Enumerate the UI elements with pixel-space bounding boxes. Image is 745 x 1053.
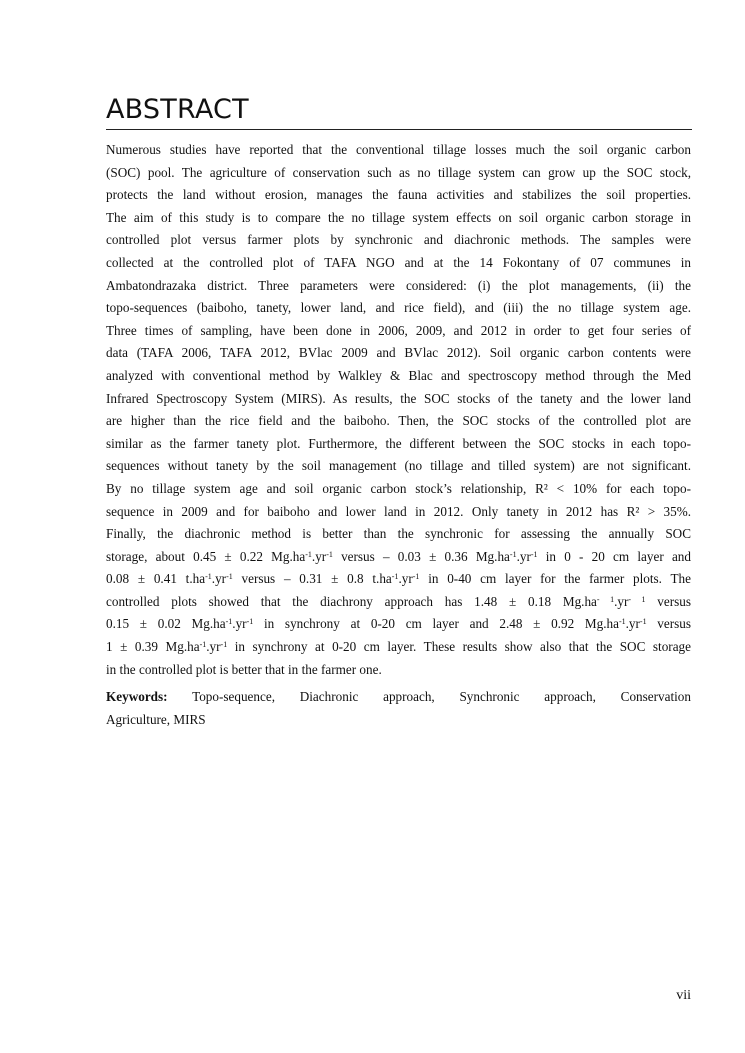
abstract-line: Finally, the diachronic method is better than the synchronic for assessing the annually SOC: [106, 526, 691, 542]
abstract-line: By no tillage system age and soil organic carbon stock’s relationship, R² < 10% for each topo-: [106, 480, 691, 496]
abstract-line: Numerous studies have reported that the conventional tillage losses much the soil organic carbon: [106, 142, 691, 157]
abstract-body: [106, 139, 691, 681]
text-run: 1 ± 0.39 Mg.ha: [106, 639, 200, 655]
text-run: in 0 - 20 cm layer and: [537, 548, 691, 564]
page-number: vii: [676, 988, 691, 1003]
text-run: versus: [645, 593, 692, 609]
abstract-line: protects the land without erosion, manages the fauna activities and stabilizes the soil properties.: [106, 187, 691, 203]
text-run: .yr: [232, 616, 247, 632]
abstract-line: analyzed with conventional method by Walkley & Blac and spectroscopy method through the Med: [106, 367, 691, 383]
text-run: .yr: [516, 548, 531, 564]
superscript: -1: [246, 617, 254, 627]
text-run: in 0-40 cm layer for the farmer plots. The: [419, 571, 692, 587]
abstract-line-formula: [106, 568, 691, 591]
text-run: versus – 0.31 ± 0.8 t.ha: [232, 571, 392, 587]
text-run: 0.08 ± 0.41 t.ha: [106, 571, 206, 587]
abstract-line: are higher than the rice field and the baiboho. Then, the SOC stocks of the controlled plot are: [106, 413, 691, 429]
abstract-heading: ABSTRACT: [106, 92, 692, 130]
abstract-line: Infrared Spectroscopy System (MIRS). As results, the SOC stocks of the tanety and the lower land: [106, 390, 691, 406]
abstract-line-last: in the controlled plot is better that in the farmer one.: [106, 661, 382, 677]
text-run: versus: [646, 616, 692, 632]
superscript: -1: [391, 572, 399, 582]
text-run: versus – 0.03 ± 0.36 Mg.ha: [332, 548, 510, 564]
abstract-line: controlled plot versus farmer plots by synchronic and diachronic methods. The samples were: [106, 232, 691, 248]
abstract-line: The aim of this study is to compare the no tillage system effects on soil organic carbon storage in: [106, 209, 691, 225]
text-run: .yr: [625, 616, 640, 632]
abstract-line: sequences without tanety by the soil management (no tillage and tilled system) are not significant.: [106, 458, 691, 474]
abstract-line: Three times of sampling, have been done in 2006, 2009, and 2012 in order to get four series of: [106, 322, 691, 338]
keywords-line: Agriculture, MIRS: [106, 711, 206, 727]
superscript: -1: [639, 617, 647, 627]
text-run: .yr: [398, 571, 413, 587]
text-run: controlled plots showed that the diachrony approach has 1.48 ± 0.18 Mg.ha: [106, 593, 597, 609]
keywords-text: Topo-sequence, Diachronic approach, Synchronic approach, Conservation: [167, 689, 691, 704]
superscript: -1: [618, 617, 626, 627]
keywords-line: [106, 686, 691, 709]
abstract-line: similar as the farmer tanety plot. Furthermore, the different between the SOC stocks in each topo-: [106, 435, 691, 451]
superscript: - 1: [628, 594, 646, 604]
superscript: -1: [326, 549, 333, 559]
text-run: in synchrony at 0-20 cm layer and 2.48 ± 0.92 Mg.ha: [253, 616, 619, 632]
text-run: .yr: [311, 548, 327, 564]
superscript: -1: [220, 640, 228, 650]
abstract-line: data (TAFA 2006, TAFA 2012, BVlac 2009 and BVlac 2012). Soil organic carbon contents were: [106, 345, 691, 361]
abstract-line-formula: [106, 546, 691, 569]
abstract-line: topo-sequences (baiboho, tanety, lower land, and rice field), and (iii) the no tillage system age.: [106, 300, 691, 316]
abstract-line-formula: [106, 636, 691, 659]
keywords-paragraph: [106, 686, 691, 731]
text-run: 0.15 ± 0.02 Mg.ha: [106, 616, 226, 632]
text-run: storage, about 0.45 ± 0.22 Mg.ha: [106, 548, 306, 564]
abstract-line: Ambatondrazaka district. Three parameters were considered: (i) the plot managements, (ii) the: [106, 277, 691, 293]
text-run: .yr: [206, 639, 221, 655]
superscript: -1: [225, 617, 233, 627]
abstract-line-formula: [106, 613, 691, 636]
text-run: .yr: [211, 571, 227, 587]
abstract-line: sequence in 2009 and for baiboho and lower land in 2012. Only tanety in 2012 has R² > 35%.: [106, 503, 691, 519]
text-run: in synchrony at 0-20 cm layer. These results show also that the SOC storage: [227, 639, 691, 655]
superscript: -1: [509, 549, 517, 559]
abstract-line-formula: [106, 591, 691, 614]
superscript: - 1: [596, 594, 615, 604]
abstract-line: collected at the controlled plot of TAFA NGO and at the 14 Fokontany of 07 communes in: [106, 254, 691, 270]
superscript: -1: [530, 549, 538, 559]
keywords-label: Keywords:: [106, 689, 168, 704]
superscript: -1: [226, 572, 233, 582]
superscript: -1: [205, 572, 212, 582]
superscript: -1: [412, 572, 420, 582]
abstract-line: (SOC) pool. The agriculture of conservation such as no tillage system can grow up the SOC stock,: [106, 164, 691, 180]
text-run: .yr: [614, 593, 629, 609]
superscript: -1: [305, 549, 312, 559]
superscript: -1: [199, 640, 207, 650]
